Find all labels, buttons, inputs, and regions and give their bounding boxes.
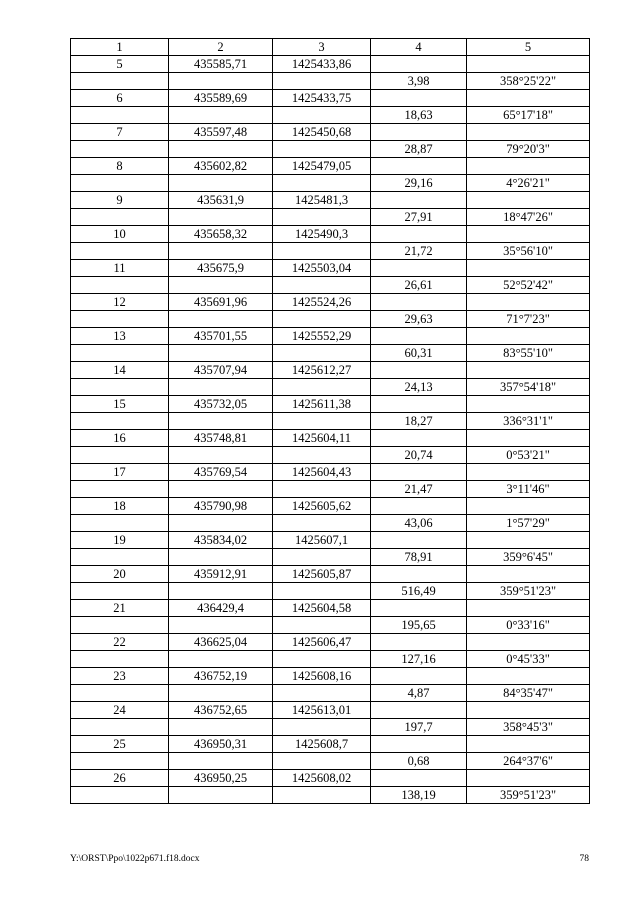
table-cell-col-1 [71,583,169,600]
table-cell-col-3 [273,549,371,566]
table-row [71,345,590,362]
table-cell-col-5: 83°55'10" [467,345,590,362]
table-row [71,362,590,379]
table-cell-col-1 [71,413,169,430]
table-cell-col-2: 435675,9 [169,260,273,277]
table-cell-col-4: 195,65 [371,617,467,634]
table-cell-col-2 [169,447,273,464]
table-cell-col-2 [169,209,273,226]
table-cell-col-3 [273,651,371,668]
table-cell-col-3 [273,719,371,736]
table-cell-col-5: 71°7'23" [467,311,590,328]
table-cell-col-3 [273,481,371,498]
table-cell-col-4 [371,158,467,175]
table-cell-col-5: 52°52'42" [467,277,590,294]
table-cell-col-3 [273,73,371,90]
table-cell-col-5 [467,158,590,175]
table-cell-col-4 [371,396,467,413]
table-cell-col-1: 18 [71,498,169,515]
table-cell-col-1: 15 [71,396,169,413]
table-cell-col-5 [467,770,590,787]
table-row [71,753,590,770]
table-cell-col-5: 18°47'26" [467,209,590,226]
table-cell-col-4: 21,72 [371,243,467,260]
table-cell-col-2: 436950,31 [169,736,273,753]
table-cell-col-5: 336°31'1" [467,413,590,430]
table-cell-col-1: 11 [71,260,169,277]
table-cell-col-1: 10 [71,226,169,243]
table-cell-col-2 [169,583,273,600]
table-cell-col-5: 0°53'21" [467,447,590,464]
table-cell-col-3 [273,141,371,158]
table-cell-col-2: 435748,81 [169,430,273,447]
table-cell-col-5: 79°20'3" [467,141,590,158]
table-cell-col-2: 435769,54 [169,464,273,481]
table-cell-col-2: 435602,82 [169,158,273,175]
table-row [71,702,590,719]
table-cell-col-4: 21,47 [371,481,467,498]
table-cell-col-1 [71,481,169,498]
table-cell-col-2: 435589,69 [169,90,273,107]
table-row [71,413,590,430]
table-cell-col-4: 29,63 [371,311,467,328]
table-cell-col-1 [71,73,169,90]
table-cell-col-2 [169,617,273,634]
table-cell-col-4: 27,91 [371,209,467,226]
table-cell-col-5 [467,260,590,277]
table-cell-col-2: 435585,71 [169,56,273,73]
table-row [71,787,590,804]
table-row [71,73,590,90]
table-row [71,396,590,413]
table-cell-col-5: 357°54'18" [467,379,590,396]
table-cell-col-5: 358°25'22" [467,73,590,90]
header-cell-1: 1 [71,39,169,56]
table-cell-col-2 [169,107,273,124]
table-cell-col-1 [71,379,169,396]
table-cell-col-5: 0°45'33" [467,651,590,668]
table-cell-col-3 [273,617,371,634]
table-cell-col-2 [169,73,273,90]
table-cell-col-1 [71,107,169,124]
table-cell-col-3 [273,107,371,124]
table-cell-col-5 [467,634,590,651]
table-cell-col-4: 197,7 [371,719,467,736]
table-cell-col-3 [273,209,371,226]
table-cell-col-2: 436625,04 [169,634,273,651]
table-cell-col-2: 436429,4 [169,600,273,617]
table-cell-col-2: 435790,98 [169,498,273,515]
table-cell-col-1: 7 [71,124,169,141]
table-cell-col-2 [169,719,273,736]
table-cell-col-4: 24,13 [371,379,467,396]
table-cell-col-3 [273,583,371,600]
table-cell-col-3: 1425604,58 [273,600,371,617]
table-cell-col-4: 60,31 [371,345,467,362]
table-cell-col-2 [169,379,273,396]
header-cell-5: 5 [467,39,590,56]
table-cell-col-3: 1425611,38 [273,396,371,413]
table-cell-col-1 [71,243,169,260]
table-cell-col-2: 435701,55 [169,328,273,345]
table-cell-col-1: 17 [71,464,169,481]
table-cell-col-2: 435658,32 [169,226,273,243]
table-row [71,770,590,787]
table-cell-col-4 [371,124,467,141]
table-cell-col-2 [169,277,273,294]
table-cell-col-3 [273,787,371,804]
table-cell-col-5 [467,702,590,719]
table-cell-col-3: 1425503,04 [273,260,371,277]
table-cell-col-1 [71,753,169,770]
table-cell-col-2: 435597,48 [169,124,273,141]
table-row [71,192,590,209]
table-cell-col-2 [169,651,273,668]
table-cell-col-5 [467,56,590,73]
table-row [71,328,590,345]
table-cell-col-4: 78,91 [371,549,467,566]
table-cell-col-5 [467,430,590,447]
table-row [71,583,590,600]
table-cell-col-5: 1°57'29" [467,515,590,532]
table-cell-col-1 [71,345,169,362]
table-cell-col-2: 435631,9 [169,192,273,209]
table-cell-col-5 [467,90,590,107]
table-row [71,226,590,243]
table-cell-col-4: 3,98 [371,73,467,90]
table-row [71,600,590,617]
table-cell-col-1: 13 [71,328,169,345]
table-cell-col-3 [273,753,371,770]
table-cell-col-1: 5 [71,56,169,73]
footer-page-number: 78 [579,854,589,864]
table-row [71,719,590,736]
table-cell-col-3: 1425490,3 [273,226,371,243]
table-cell-col-1 [71,719,169,736]
table-cell-col-2: 436752,19 [169,668,273,685]
table-cell-col-5 [467,464,590,481]
table-cell-col-4 [371,498,467,515]
header-cell-3: 3 [273,39,371,56]
table-cell-col-1: 23 [71,668,169,685]
table-cell-col-2 [169,175,273,192]
table-cell-col-4: 20,74 [371,447,467,464]
table-cell-col-1: 26 [71,770,169,787]
table-cell-col-1: 19 [71,532,169,549]
table-cell-col-3: 1425606,47 [273,634,371,651]
table-cell-col-2 [169,787,273,804]
table-cell-col-3: 1425552,29 [273,328,371,345]
table-cell-col-2: 435834,02 [169,532,273,549]
table-cell-col-4 [371,294,467,311]
table-cell-col-3: 1425433,86 [273,56,371,73]
table-cell-col-4: 28,87 [371,141,467,158]
table-row [71,464,590,481]
table-cell-col-3: 1425605,87 [273,566,371,583]
table-cell-col-4 [371,362,467,379]
table-row [71,447,590,464]
table-cell-col-5 [467,566,590,583]
table-row [71,158,590,175]
table-cell-col-4: 26,61 [371,277,467,294]
table-cell-col-1: 25 [71,736,169,753]
table-cell-col-4 [371,736,467,753]
table-row [71,379,590,396]
table-row [71,141,590,158]
table-cell-col-4: 138,19 [371,787,467,804]
table-row [71,243,590,260]
table-cell-col-3 [273,447,371,464]
table-cell-col-1 [71,141,169,158]
table-cell-col-4 [371,770,467,787]
table-cell-col-2: 435732,05 [169,396,273,413]
table-cell-col-5 [467,226,590,243]
table-cell-col-2 [169,549,273,566]
table-row [71,175,590,192]
table-cell-col-5 [467,668,590,685]
table-cell-col-1 [71,311,169,328]
table-cell-col-3: 1425608,02 [273,770,371,787]
table-cell-col-1 [71,685,169,702]
table-cell-col-3 [273,379,371,396]
table-cell-col-4 [371,56,467,73]
table-cell-col-3 [273,413,371,430]
table-cell-col-1: 20 [71,566,169,583]
table-cell-col-1 [71,617,169,634]
table-row [71,634,590,651]
table-cell-col-1: 12 [71,294,169,311]
table-cell-col-3: 1425604,11 [273,430,371,447]
table-row [71,124,590,141]
table-cell-col-4 [371,702,467,719]
table-header-row [71,39,590,56]
table-cell-col-5: 0°33'16" [467,617,590,634]
table-cell-col-5: 359°51'23" [467,787,590,804]
coordinates-table [70,38,590,804]
table-cell-col-2 [169,413,273,430]
table-cell-col-2 [169,753,273,770]
table-cell-col-2: 435707,94 [169,362,273,379]
table-cell-col-4 [371,668,467,685]
header-cell-2: 2 [169,39,273,56]
table-cell-col-5: 358°45'3" [467,719,590,736]
table-row [71,617,590,634]
table-row [71,498,590,515]
table-cell-col-1: 22 [71,634,169,651]
table-cell-col-1 [71,787,169,804]
table-cell-col-2 [169,141,273,158]
table-cell-col-1 [71,651,169,668]
table-cell-col-4 [371,532,467,549]
table-cell-col-4: 4,87 [371,685,467,702]
table-cell-col-1: 14 [71,362,169,379]
table-row [71,685,590,702]
table-cell-col-3 [273,345,371,362]
table-cell-col-3: 1425608,16 [273,668,371,685]
table-cell-col-4: 18,63 [371,107,467,124]
header-cell-4: 4 [371,39,467,56]
table-cell-col-5: 35°56'10" [467,243,590,260]
table-cell-col-5 [467,124,590,141]
table-cell-col-5 [467,600,590,617]
table-cell-col-5: 4°26'21" [467,175,590,192]
table-cell-col-5 [467,192,590,209]
table-row [71,294,590,311]
table-row [71,651,590,668]
table-row [71,566,590,583]
table-cell-col-2: 435912,91 [169,566,273,583]
table-cell-col-5 [467,498,590,515]
table-cell-col-1: 16 [71,430,169,447]
table-cell-col-4 [371,600,467,617]
table-row [71,260,590,277]
table-cell-col-4: 29,16 [371,175,467,192]
table-cell-col-2: 436950,25 [169,770,273,787]
table-cell-col-2 [169,515,273,532]
table-cell-col-3: 1425481,3 [273,192,371,209]
table-cell-col-3: 1425605,62 [273,498,371,515]
table-cell-col-1 [71,175,169,192]
table-cell-col-5 [467,736,590,753]
table-cell-col-2 [169,243,273,260]
table-row [71,90,590,107]
table-cell-col-4: 43,06 [371,515,467,532]
table-cell-col-1 [71,549,169,566]
footer-file-path: Y:\ORST\Ppo\1022p671.f18.docx [70,854,200,864]
table-cell-col-5 [467,362,590,379]
table-cell-col-5 [467,532,590,549]
table-cell-col-4 [371,464,467,481]
table-cell-col-4 [371,328,467,345]
table-body [71,56,590,804]
table-cell-col-5: 264°37'6" [467,753,590,770]
table-row [71,481,590,498]
table-cell-col-1: 6 [71,90,169,107]
table-row [71,209,590,226]
table-cell-col-4 [371,430,467,447]
table-row [71,56,590,73]
table-cell-col-3 [273,515,371,532]
table-row [71,549,590,566]
table-cell-col-5: 84°35'47" [467,685,590,702]
table-cell-col-5: 359°6'45" [467,549,590,566]
table-cell-col-1 [71,277,169,294]
table-cell-col-2 [169,345,273,362]
table-cell-col-2 [169,685,273,702]
table-cell-col-3: 1425613,01 [273,702,371,719]
table-cell-col-1: 21 [71,600,169,617]
table-cell-col-1: 8 [71,158,169,175]
table-cell-col-5 [467,396,590,413]
table-cell-col-2 [169,481,273,498]
table-cell-col-4 [371,90,467,107]
table-cell-col-4: 516,49 [371,583,467,600]
table-cell-col-3: 1425524,26 [273,294,371,311]
table-cell-col-5 [467,328,590,345]
table-row [71,277,590,294]
table-cell-col-3 [273,685,371,702]
table-cell-col-5 [467,294,590,311]
table-cell-col-3: 1425612,27 [273,362,371,379]
table-cell-col-4: 127,16 [371,651,467,668]
table-cell-col-4 [371,566,467,583]
table-cell-col-3: 1425479,05 [273,158,371,175]
table-row [71,430,590,447]
table-cell-col-5: 359°51'23" [467,583,590,600]
table-cell-col-5: 3°11'46" [467,481,590,498]
table-cell-col-1: 9 [71,192,169,209]
table-row [71,736,590,753]
table-cell-col-4: 18,27 [371,413,467,430]
table-row [71,515,590,532]
table-cell-col-4 [371,634,467,651]
table-row [71,532,590,549]
table-cell-col-3: 1425433,75 [273,90,371,107]
table-cell-col-2 [169,311,273,328]
table-cell-col-4: 0,68 [371,753,467,770]
table-row [71,668,590,685]
table-cell-col-4 [371,260,467,277]
table-cell-col-1 [71,447,169,464]
table-row [71,311,590,328]
table-cell-col-3: 1425607,1 [273,532,371,549]
table-cell-col-3 [273,175,371,192]
table-cell-col-2: 435691,96 [169,294,273,311]
table-cell-col-5: 65°17'18" [467,107,590,124]
table-cell-col-1 [71,209,169,226]
table-cell-col-3: 1425604,43 [273,464,371,481]
table-cell-col-3: 1425450,68 [273,124,371,141]
table-cell-col-4 [371,226,467,243]
table-cell-col-2: 436752,65 [169,702,273,719]
table-cell-col-3 [273,277,371,294]
table-cell-col-3 [273,311,371,328]
table-cell-col-3: 1425608,7 [273,736,371,753]
table-cell-col-1 [71,515,169,532]
table-row [71,107,590,124]
table-cell-col-4 [371,192,467,209]
table-cell-col-3 [273,243,371,260]
table-cell-col-1: 24 [71,702,169,719]
